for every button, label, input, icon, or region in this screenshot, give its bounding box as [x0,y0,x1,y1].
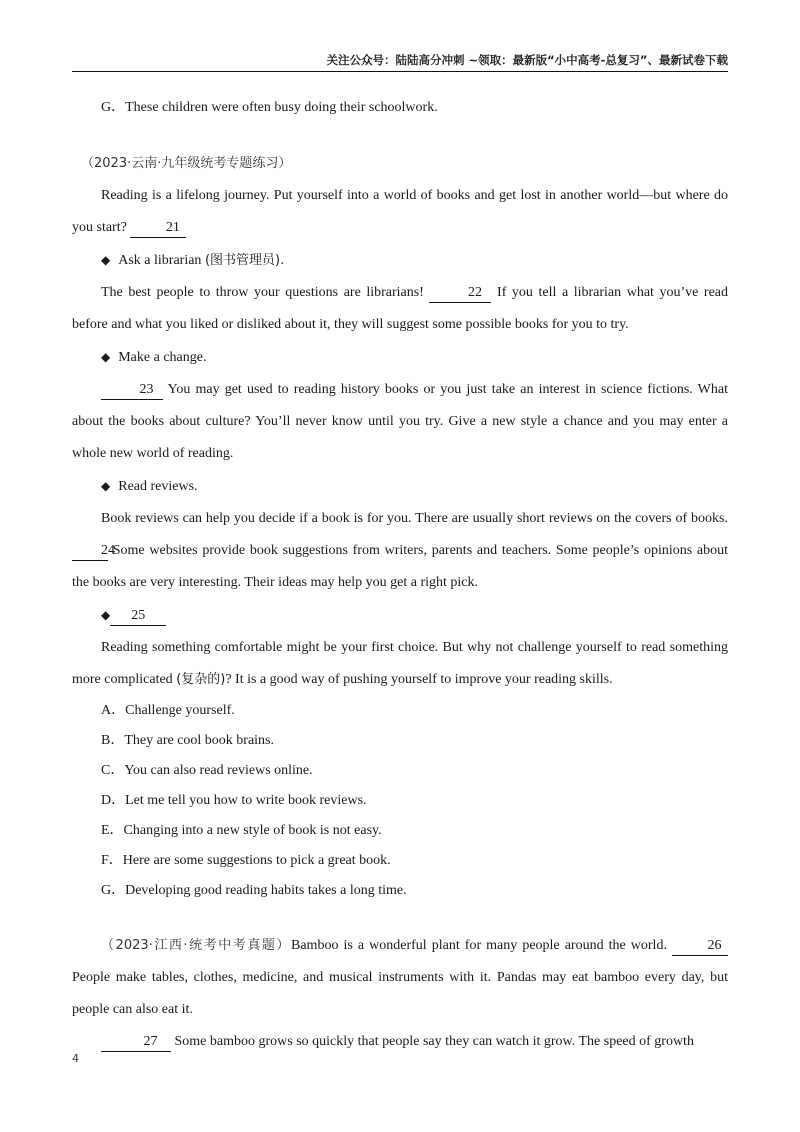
blank-23[interactable]: 23 [101,381,163,400]
heading-ask-librarian-text: Ask a librarian [118,253,202,268]
para4-a: Reading something comfortable might be your first choice. But why not challenge yourself to read something more complicated [72,640,728,687]
heading-blank-25 [101,599,728,632]
blank-24[interactable]: 24 [72,542,108,561]
para3-a: Book reviews can help you decide if a book is for you. There are usually short reviews on the covers of books. [101,511,728,526]
option-e: E．Changing into a new style of book is not easy. [101,823,382,838]
passage1-options [72,696,728,906]
heading-make-change-text: Make a change. [118,350,207,365]
passage1-intro [72,180,728,244]
option-b: B．They are cool book brains. [101,733,275,748]
previous-option-g: G．These children were often busy doing their schoolwork. [101,100,438,115]
para3-b: Some websites provide book suggestions from writers, parents and teachers. Some people’s opinions about the books are very interesting. Their ideas may help you get a right pick. [72,543,729,590]
option-f: F．Here are some suggestions to pick a great book. [101,853,391,868]
para2-text: You may get used to reading history books or you just take an interest in science fictions. What about the books about culture? You’ll never know until you try. Give a new style a chance and you may enter a whole new world of reading. [72,382,728,461]
passage2-intro-b: People make tables, clothes, medicine, and musical instruments with it. Pandas may eat bamboo every day, but people can also eat it. [72,970,728,1017]
blank-25[interactable]: 25 [110,607,166,626]
passage1-intro-text: Reading is a lifelong journey. Put yourself into a world of books and get lost in another world—but where do you start? [72,188,728,235]
option-g: G．Developing good reading habits takes a long time. [101,883,407,898]
blank-26[interactable]: 26 [672,937,728,956]
passage1-source [72,148,728,180]
passage1-source-text: （2023·云南·九年级统考专题练习） [81,156,292,171]
passage2-para1-text: Some bamboo grows so quickly that people say they can watch it grow. The speed of growth [174,1034,694,1049]
page-content [72,92,728,1058]
blank-27[interactable]: 27 [101,1033,171,1052]
diamond-bullet-icon: ◆ [101,350,111,364]
heading-read-reviews-text: Read reviews. [118,479,198,494]
para1-a: The best people to throw your questions are librarians! [101,285,424,300]
passage1-para4 [72,632,728,696]
passage1-para3 [72,503,728,599]
heading-ask-librarian-cn: (图书管理员). [204,253,285,268]
passage1-para1 [72,277,728,341]
para4-b: ? It is a good way of pushing yourself to improve your reading skills. [225,672,613,687]
passage2-intro [72,930,728,1026]
diamond-bullet-icon: ◆ [101,479,111,493]
passage2-source: （2023·江西·统考中考真题） [101,938,291,953]
blank-22[interactable]: 22 [429,284,491,303]
page-header: 关注公众号：陆陆高分冲刺 ~领取：最新版“小中高考-总复习”、最新试卷下载 [326,53,728,67]
heading-make-change [101,341,728,374]
option-c: C．You can also read reviews online. [101,763,313,778]
heading-read-reviews [101,470,728,503]
passage2-para1 [72,1026,728,1058]
header-rule [72,71,728,72]
passage2-intro-a: Bamboo is a wonderful plant for many people around the world. [291,938,667,953]
passage1-para2 [72,374,728,470]
blank-21[interactable]: 21 [130,219,186,238]
diamond-bullet-icon: ◆ [101,608,111,622]
heading-ask-librarian [101,244,728,277]
option-a: A．Challenge yourself. [101,703,235,718]
diamond-bullet-icon: ◆ [101,253,111,267]
para1-b: If you tell a librarian what you’ve read before and what you liked or disliked about it, they will suggest some possible books for you to try. [72,285,729,332]
option-d: D．Let me tell you how to write book reviews. [101,793,367,808]
para4-cn: (复杂的) [176,672,226,687]
page-number: 4 [72,1052,79,1065]
